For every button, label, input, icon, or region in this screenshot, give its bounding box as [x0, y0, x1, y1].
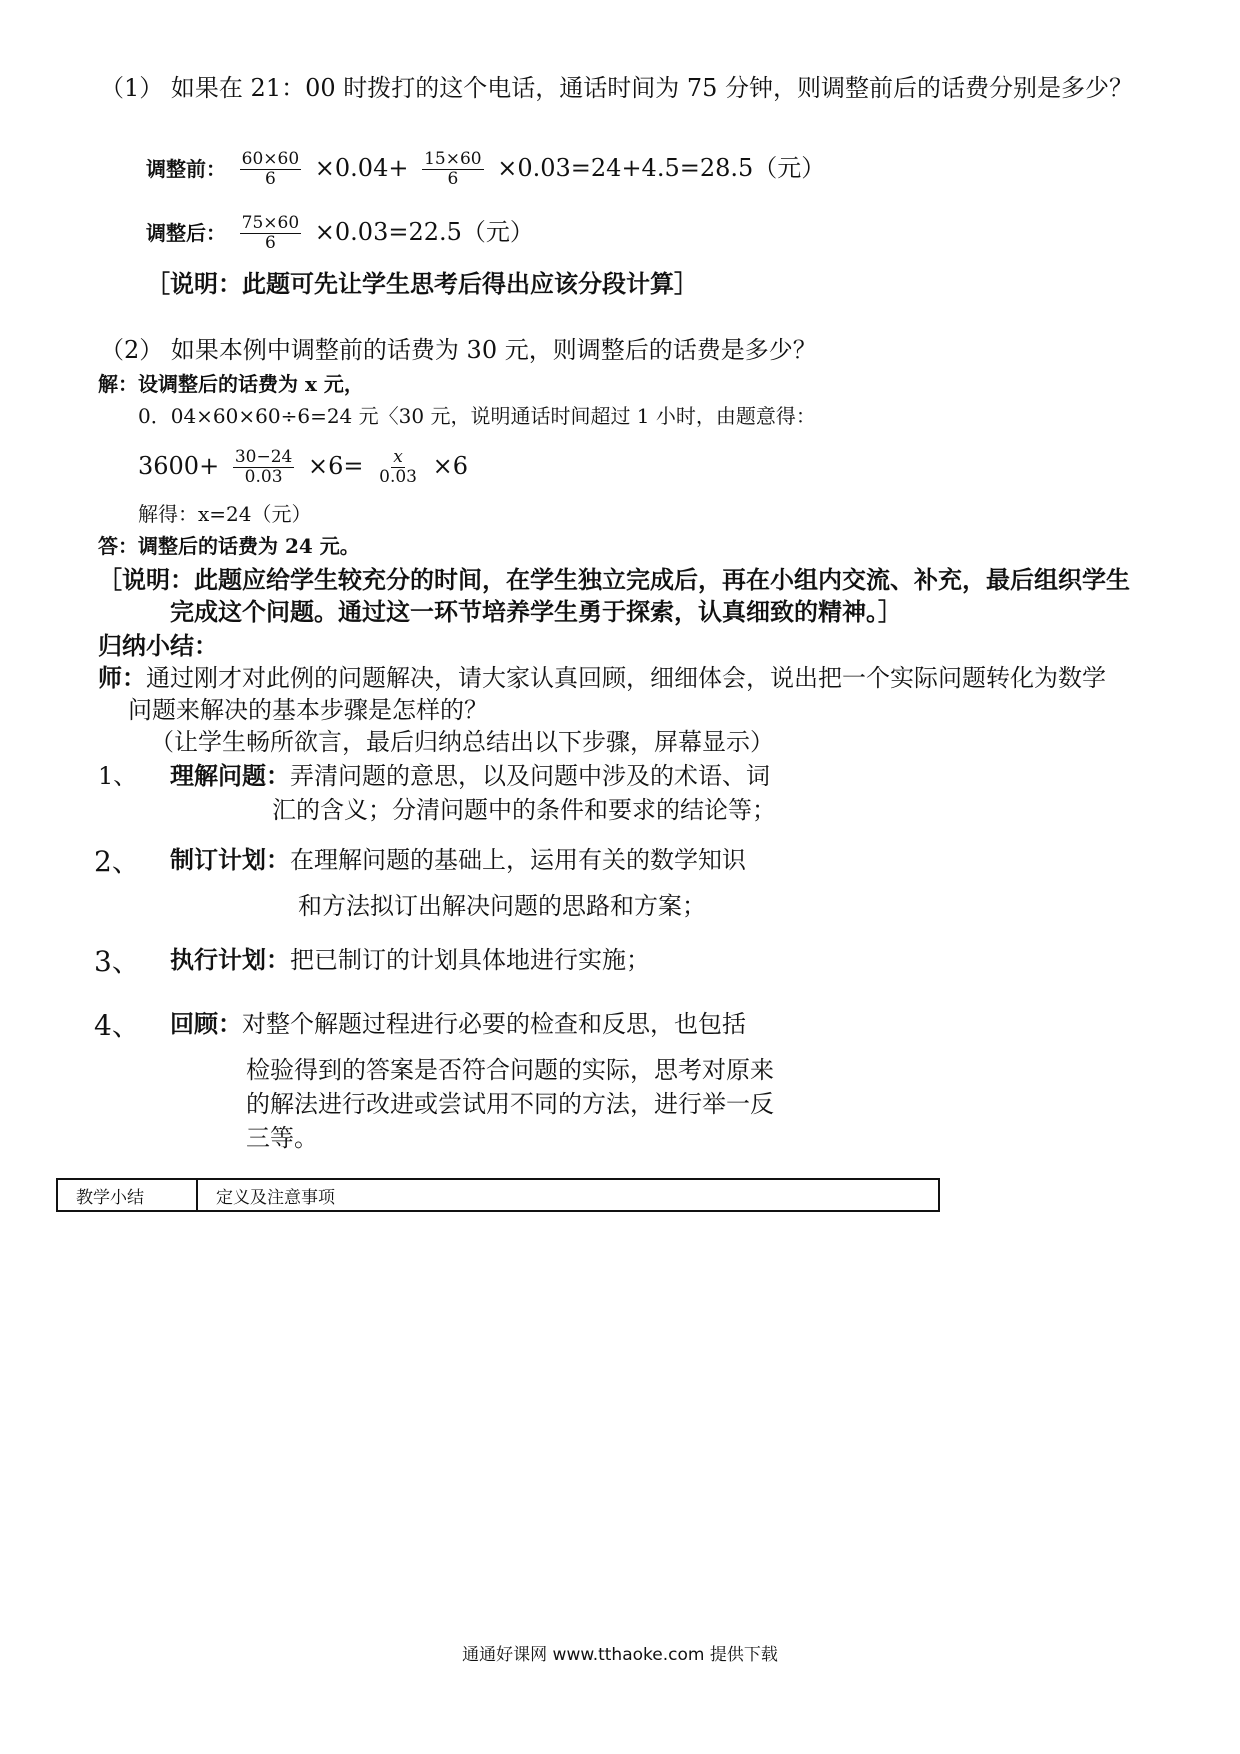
q2-eq-lead: 3600+	[138, 452, 220, 480]
q1-before-tail: ×0.03=24+4.5=28.5（元）	[497, 154, 826, 182]
step-1-number: 1、	[98, 762, 138, 790]
step-3-text: 把已制订的计划具体地进行实施；	[290, 946, 650, 974]
summary-heading: 归纳小结：	[98, 631, 218, 660]
step-4-line1	[170, 1004, 746, 1039]
footer: 通通好课网 www.tthaoke.com 提供下载	[462, 1645, 778, 1665]
step-1-text: 弄清问题的意思，以及问题中涉及的术语、词	[290, 762, 770, 790]
step-4-line3: 的解法进行改进或尝试用不同的方法，进行举一反	[246, 1090, 774, 1118]
q2-question: 如果本例中调整前的话费为 30 元，则调整后的话费是多少？	[170, 336, 817, 364]
fraction-denominator: 6	[264, 233, 276, 253]
teacher-label: 师：	[98, 663, 146, 692]
q1-before-formula	[146, 148, 825, 189]
step-1-title: 理解问题：	[170, 761, 290, 790]
step-4-text: 对整个解题过程进行必要的检查和反思，也包括	[242, 1010, 746, 1038]
step-4-title: 回顾：	[170, 1009, 242, 1038]
teaching-summary-table	[56, 1178, 940, 1212]
q1-after-formula	[146, 212, 534, 253]
step-2-line2: 和方法拟订出解决问题的思路和方案；	[298, 892, 706, 920]
q1-after-tail: ×0.03=22.5（元）	[314, 218, 534, 246]
fraction-numerator: 15×60	[424, 149, 482, 169]
q2-eq-mid: ×6=	[307, 452, 364, 480]
q2-equation	[138, 448, 468, 487]
fraction-numerator: 75×60	[241, 213, 300, 233]
q1-before-mid: ×0.04+	[314, 154, 409, 182]
q2-eq-fraction-2	[377, 448, 419, 487]
q1-note: ［说明：此题可先让学生思考后得出应该分段计算］	[146, 269, 698, 298]
step-2-number: 2、	[94, 845, 140, 878]
q1-before-fraction-2	[422, 150, 484, 189]
step-4-line4: 三等。	[246, 1124, 318, 1152]
q2-question-line	[100, 330, 817, 365]
table-cell-teaching-summary: 教学小结	[57, 1179, 197, 1211]
q1-after-label: 调整后：	[146, 221, 226, 245]
step-3-title: 执行计划：	[170, 945, 290, 974]
fraction-denominator: 6	[447, 169, 459, 189]
fraction-denominator: 0.03	[244, 467, 283, 487]
q2-eq-fraction-1	[233, 448, 295, 487]
teacher-text-1: 通过刚才对此例的问题解决，请大家认真回顾，细细体会，说出把一个实际问题转化为数学	[146, 664, 1106, 692]
fraction-numerator: x	[393, 447, 403, 467]
step-4-line2: 检验得到的答案是否符合问题的实际，思考对原来	[246, 1056, 774, 1084]
q1-number: （1）	[100, 74, 164, 102]
q1-before-label: 调整前：	[146, 157, 226, 181]
step-3-line1	[170, 940, 650, 975]
q2-line1: 0．04×60×60÷6=24 元〈30 元，说明通话时间超过 1 小时，由题意得：	[138, 404, 816, 428]
fraction-numerator: 30−24	[234, 447, 293, 467]
q1-question: 如果在 21：00 时拨打的这个电话，通话时间为 75 分钟，则调整前后的话费分别是多少？	[170, 74, 1134, 102]
fraction-denominator: 0.03	[379, 467, 417, 487]
summary-hint: （让学生畅所欲言，最后归纳总结出以下步骤，屏幕显示）	[150, 728, 774, 756]
step-2-title: 制订计划：	[170, 845, 290, 874]
q1-after-fraction	[240, 214, 302, 253]
summary-teacher-line2: 问题来解决的基本步骤是怎样的？	[128, 696, 488, 724]
table-row	[57, 1179, 939, 1211]
q1-question-line	[100, 68, 1133, 103]
step-1-line2: 汇的含义；分清问题中的条件和要求的结论等；	[272, 796, 776, 824]
q2-solve: 解：设调整后的话费为 x 元，	[98, 372, 364, 396]
q2-note-line2: 完成这个问题。通过这一环节培养学生勇于探索，认真细致的精神。］	[170, 597, 902, 626]
q1-before-fraction-1	[240, 150, 302, 189]
q2-answer: 答：调整后的话费为 24 元。	[98, 534, 360, 558]
summary-teacher-line1	[98, 658, 1106, 693]
step-2-line1	[170, 840, 746, 875]
step-1-line1	[170, 756, 770, 791]
q2-number: （2）	[100, 336, 164, 364]
q2-result: 解得：x=24（元）	[138, 502, 312, 526]
step-2-text: 在理解问题的基础上，运用有关的数学知识	[290, 846, 746, 874]
fraction-numerator: 60×60	[241, 149, 300, 169]
fraction-denominator: 6	[264, 169, 276, 189]
q2-eq-tail: ×6	[432, 452, 469, 480]
step-4-number: 4、	[94, 1009, 140, 1042]
table-cell-definitions: 定义及注意事项	[197, 1179, 939, 1211]
step-3-number: 3、	[94, 945, 140, 978]
q2-note-line1: ［说明：此题应给学生较充分的时间，在学生独立完成后，再在小组内交流、补充，最后组织学生	[98, 565, 1130, 594]
